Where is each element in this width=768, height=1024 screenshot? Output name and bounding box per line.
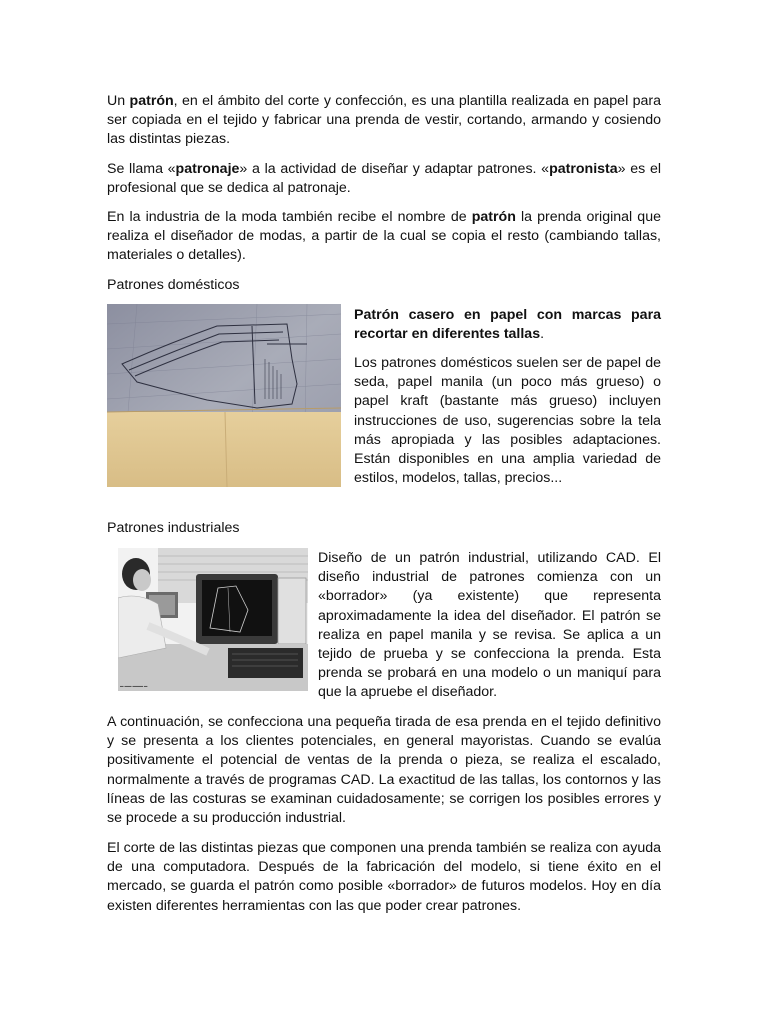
industriales-body: Diseño de un patrón industrial, utilizando CAD. El diseño industrial de patrones comienza con un «borrador» (ya existente) que representa aproximadamente la idea del diseñador. El patrón se realiza en papel manila y se revisa. Se aplica a un tejido de prueba y se confecciona la prenda. Esta prenda se probará en una modelo o un maniquí para que la apruebe el diseñador. — [318, 550, 661, 701]
intro-text: » es el profesional que se dedica al patronaje. — [107, 161, 661, 197]
section-heading-industriales: Patrones industriales — [107, 520, 240, 536]
intro-paragraph-1 — [107, 92, 661, 150]
intro-paragraph-3 — [107, 208, 661, 266]
caption-end: . — [540, 326, 545, 343]
domesticos-body: Los patrones domésticos suelen ser de papel de seda, papel manila (un poco más grueso) o papel kraft (bastante más grueso) incluyen instrucciones de uso, sugerencias sobre la tela más apropiada y las posibles adaptaciones. Están disponibles en una amplia variedad de estilos, modelos, tallas, precios... — [354, 355, 661, 487]
photo-caption: ▬ ▬▬ ▬▬▬ ▬ — [120, 684, 148, 688]
caption-bold-text: Patrón casero en papel con marcas para recortar en diferentes tallas — [354, 307, 661, 343]
paper-pattern-photo — [107, 304, 341, 487]
intro-paragraph-2 — [107, 160, 661, 198]
domesticos-caption — [354, 306, 661, 344]
intro-text: la prenda original que realiza el diseñador de modas, a partir de la cual se copia el resto (cambiando tallas, materiales o detalles). — [107, 209, 661, 264]
intro-text: Un — [107, 93, 130, 109]
intro-text: Se llama « — [107, 161, 176, 177]
section-heading-domesticos: Patrones domésticos — [107, 277, 240, 293]
intro-text: » a la actividad de diseñar y adaptar patrones. « — [239, 161, 550, 177]
term-patronaje: patronaje — [175, 161, 240, 177]
term-patronista: patronista — [549, 161, 618, 177]
continuacion-paragraph: A continuación, se confecciona una pequeña tirada de esa prenda en el tejido definitivo y se presenta a los clientes potenciales, en general mayoristas. Cuando se evalúa positivamente el potencial de ventas de la prenda o pieza, se realiza el escalado, normalmente a través de programas CAD. La exactitud de las tallas, los contornos y las líneas de las costuras se examinan cuidadosamente; se corrigen los posibles errores y se procede a su producción industrial. — [107, 714, 661, 827]
term-patron: patrón — [129, 93, 174, 109]
intro-text: En la industria de la moda también recibe el nombre de — [107, 209, 472, 225]
corte-paragraph: El corte de las distintas piezas que componen una prenda también se realiza con ayuda de una computadora. Después de la fabricación del modelo, si tiene éxito en el mercado, se guarda el patrón como posible «borrador» de futuros modelos. Hoy en día existen diferentes herramientas con las que poder crear patrones. — [107, 840, 661, 914]
term-patron: patrón — [471, 209, 516, 225]
cad-workstation-photo — [118, 548, 308, 691]
intro-text: , en el ámbito del corte y confección, es una plantilla realizada en papel para ser copiada en el tejido y fabricar una prenda de vestir, cortando, armando y cosiendo las distintas piezas. — [107, 93, 661, 148]
